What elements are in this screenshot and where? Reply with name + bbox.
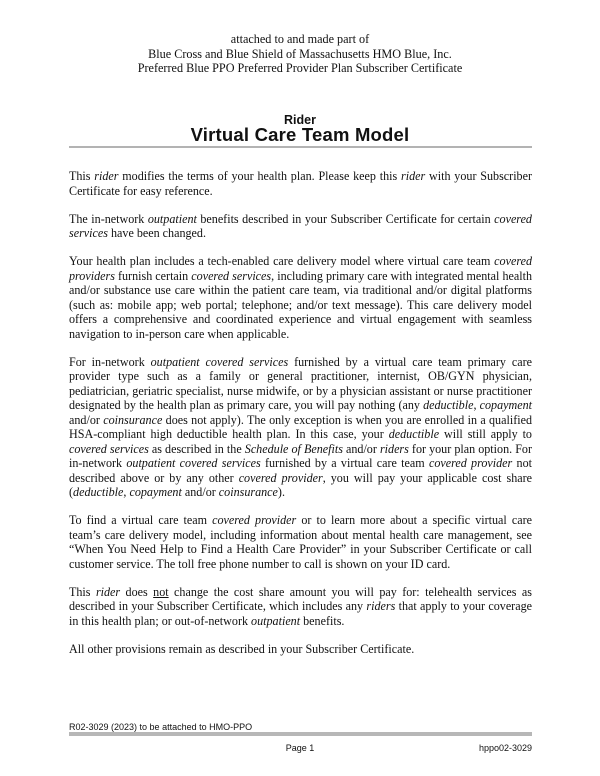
text: ). (277, 485, 285, 499)
defined-term: covered provider (428, 456, 513, 470)
paragraph-find-provider (69, 513, 532, 571)
text: , you will pay your applicable cost share ( (69, 470, 532, 499)
defined-term: covered providers (69, 254, 532, 283)
text: not described above or by any other (69, 456, 532, 485)
text: furnished by a virtual care team primary care provider type such as a family or general practitioner, internist, OB/GYN physician, pediatrician, geriatric specialist, nurse midwife, or by a physician assistant or nurse practitioner designated by the health plan as primary care, you will pay nothing (any (69, 354, 532, 412)
page-title: Virtual Care Team Model (190, 124, 410, 145)
defined-term: covered services (69, 441, 149, 456)
defined-term: covered services (69, 211, 532, 240)
text: or to learn more about a specific virtual care team’s care delivery model, including information about mental health care management, see “When You Need Help to Find a Health Care Provider” in your Subscriber Certificate or call customer service. The toll free phone number to call is shown on your ID card. (69, 513, 532, 571)
text: This (69, 169, 95, 183)
text: and/or (181, 485, 219, 499)
footer-divider (69, 732, 532, 736)
defined-term: outpatient (251, 613, 301, 628)
text: have been changed. (107, 226, 206, 240)
text: To find a virtual care team (69, 513, 213, 527)
defined-term: rider (94, 169, 119, 183)
header-line-3: Preferred Blue PPO Preferred Provider Plan Subscriber Certificate (137, 61, 463, 75)
paragraph-cost-share (69, 355, 532, 500)
text: , (473, 398, 480, 412)
text: All other provisions remain as described in your Subscriber Certificate. (69, 641, 415, 656)
text: and/or (69, 412, 104, 427)
defined-term: coinsurance (103, 412, 163, 427)
document-body (69, 169, 532, 670)
header-line-2: Blue Cross and Blue Shield of Massachusetts HMO Blue, Inc. (148, 46, 452, 61)
rider-label: Rider (284, 113, 316, 127)
text: furnish certain (114, 268, 192, 283)
emphasis: not (153, 584, 169, 599)
paragraph-intro (69, 169, 532, 198)
text: change the cost share amount you will pay for: telehealth services as described in your Subscriber Certificate, which includes any (69, 584, 532, 613)
footer-doc-id: hppo02-3029 (478, 743, 532, 753)
paragraph-benefits-changed (69, 212, 532, 241)
text: , (123, 485, 130, 499)
text: will still apply to (439, 427, 532, 441)
text: For in-network (69, 354, 151, 369)
text: , including primary care with integrated mental health and/or substance use care within the patient care team, via traditional and/or digital platforms (such as: mobile app; web portal; telephone; and/or text message). This care delivery model offers a comprehensive and coordinated experience and virtual engagement with seamless navigation to in-person care when applicable. (69, 268, 532, 341)
text: with your Subscriber Certificate for easy reference. (69, 169, 532, 198)
header-line-1: attached to and made part of (230, 32, 370, 46)
text: Your health plan includes a tech-enabled care delivery model where virtual care team (69, 254, 495, 268)
defined-term: copayment (129, 485, 182, 499)
defined-term: riders (366, 599, 396, 613)
document-header (0, 32, 600, 76)
text: that apply to your coverage in this health plan; or out-of-network (69, 599, 532, 628)
defined-term: copayment (479, 398, 533, 412)
defined-term: outpatient covered services (126, 456, 261, 470)
paragraph-telehealth (69, 585, 532, 629)
text: This (69, 584, 96, 599)
defined-term: covered services (191, 268, 272, 283)
paragraph-care-model (69, 254, 532, 341)
text: benefits. (300, 613, 345, 628)
text: as described in the (148, 441, 245, 456)
defined-term: rider (95, 584, 121, 599)
defined-term: coinsurance (218, 485, 278, 499)
defined-term: outpatient (147, 211, 197, 226)
text: The in-network (69, 211, 148, 226)
text: does not apply). The only exception is when you are enrolled in a qualified HSA-compliant high deductible health plan. In this case, your (69, 412, 532, 441)
text: modifies the terms of your health plan. Please keep this (118, 169, 402, 183)
text: does (120, 584, 154, 599)
defined-term: outpatient covered services (150, 354, 289, 369)
paragraph-other-provisions (69, 642, 532, 657)
defined-term: covered provider (212, 513, 297, 527)
page-number: Page 1 (285, 743, 315, 753)
text: and/or (342, 441, 380, 456)
title-divider (69, 146, 532, 148)
defined-term: deductible (423, 398, 474, 412)
text: benefits described in your Subscriber Certificate for certain (196, 211, 495, 226)
text: furnished by a virtual care team (260, 456, 429, 470)
footer-form-code: R02-3029 (2023) to be attached to HMO-PPO (69, 722, 253, 732)
text: for your plan option. For in-network (69, 441, 533, 470)
defined-term: Schedule of Benefits (244, 441, 343, 456)
defined-term: deductible (73, 485, 124, 499)
defined-term: rider (401, 169, 426, 183)
defined-term: deductible (388, 427, 440, 441)
defined-term: covered provider (238, 470, 323, 485)
defined-term: riders (379, 441, 409, 456)
